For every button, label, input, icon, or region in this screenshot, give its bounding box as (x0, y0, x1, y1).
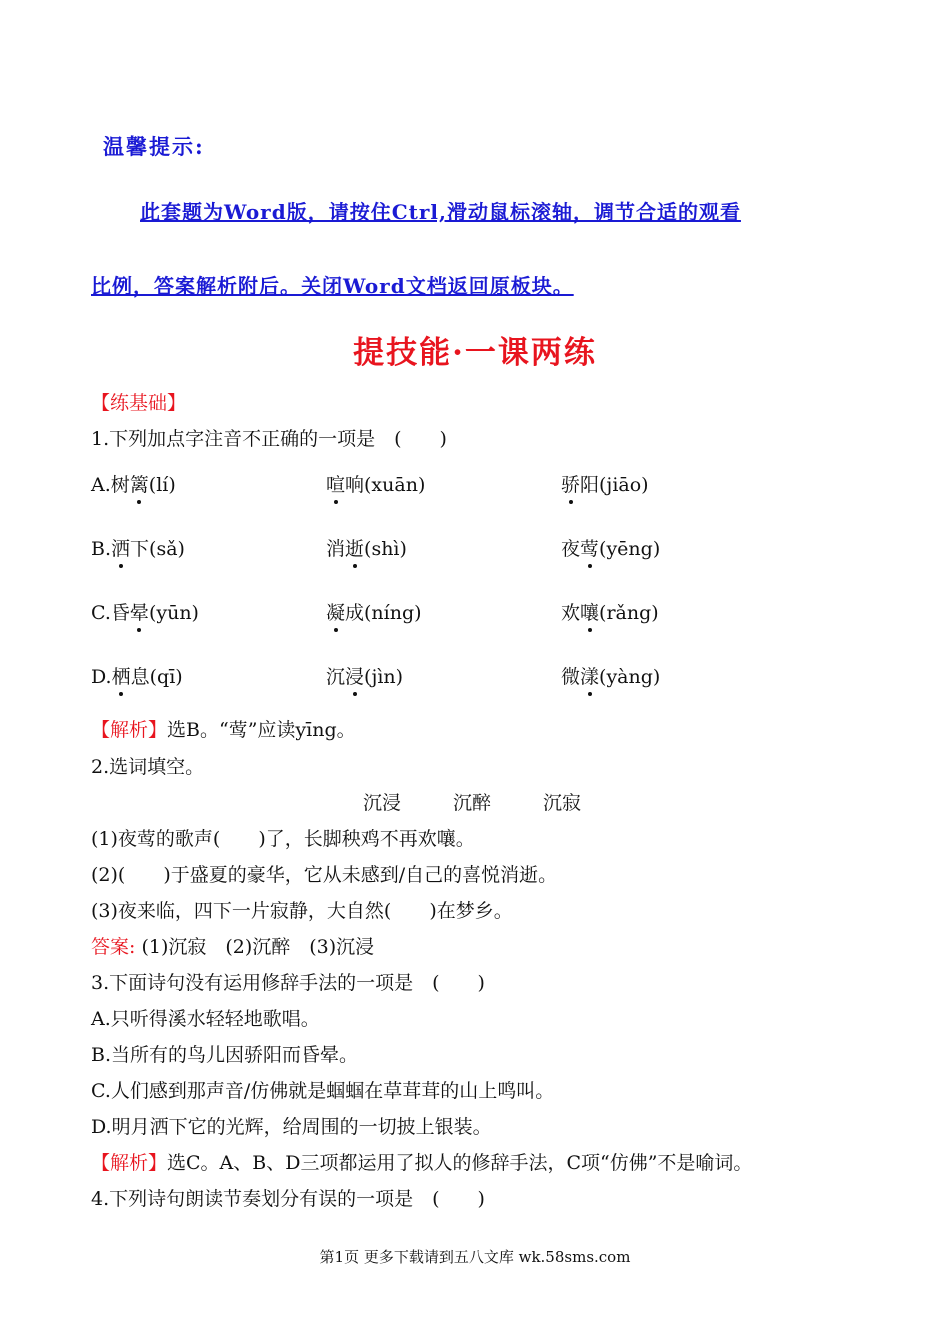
question-2-item-2: (2)( )于盛夏的豪华，它从未感到/自己的喜悦消逝。 (91, 864, 558, 886)
question-1-option-d-3 (561, 662, 660, 689)
question-1-option-c-2 (326, 598, 422, 625)
question-2-item-3: (3)夜来临，四下一片寂静，大自然( )在梦乡。 (91, 900, 513, 922)
question-3-option-c: C.人们感到那声音/仿佛就是蝈蝈在草茸茸的山上鸣叫。 (91, 1080, 555, 1102)
option-text: 消 (326, 538, 346, 560)
question-3-option-a: A.只听得溪水轻轻地歌唱。 (91, 1008, 320, 1030)
option-pinyin: 阳(jiāo) (580, 474, 649, 496)
question-1-option-a-3 (561, 470, 649, 497)
option-pinyin: (jìn) (364, 666, 404, 688)
question-1-option-c-3 (561, 598, 659, 625)
dotted-character: 逝 (345, 534, 364, 561)
answer-text: (1)沉寂 (2)沉醉 (3)沉浸 (135, 936, 375, 958)
question-1-option-a-2 (326, 470, 425, 497)
dotted-character: 喧 (326, 470, 345, 497)
option-text: B. (91, 538, 112, 560)
tip-line-1: 此套题为Word版，请按住Ctrl,滑动鼠标滚轴，调节合适的观看 (140, 200, 741, 224)
option-pinyin: (yēng) (599, 538, 661, 560)
question-1-option-b-1 (91, 534, 185, 561)
option-pinyin: 下(sǎ) (130, 538, 185, 560)
option-text: 夜 (561, 538, 581, 560)
option-pinyin: (yàng) (599, 666, 661, 688)
question-1-option-b-3 (561, 534, 660, 561)
word-bank-1: 沉浸 (363, 792, 402, 814)
option-text: 树 (110, 474, 130, 496)
question-1-option-a-1 (91, 470, 176, 497)
page-title: 提技能·一课两练 (353, 335, 597, 371)
question-1-option-d-2 (326, 662, 403, 689)
question-2-stem: 2.选词填空。 (91, 756, 205, 778)
option-text: 沉 (326, 666, 346, 688)
question-1-stem: 1.下列加点字注音不正确的一项是 ( ) (91, 428, 447, 450)
option-text: A. (91, 474, 111, 496)
dotted-character: 篱 (130, 470, 149, 497)
question-2-item-1: (1)夜莺的歌声( )了，长脚秧鸡不再欢嚷。 (91, 828, 475, 850)
option-pinyin: (rǎng) (599, 602, 659, 624)
option-text: 欢 (561, 602, 581, 624)
word-bank-3: 沉寂 (543, 792, 582, 814)
option-pinyin: 息(qī) (130, 666, 183, 688)
option-text: 微 (561, 666, 581, 688)
option-text: D. (91, 666, 112, 688)
dotted-character: 骄 (561, 470, 580, 497)
option-pinyin: (shì) (364, 538, 407, 560)
dotted-character: 浸 (345, 662, 364, 689)
analysis-text: 选C。A、B、D三项都运用了拟人的修辞手法，C项“仿佛”不是喻词。 (167, 1152, 753, 1174)
word-bank-2: 沉醉 (453, 792, 492, 814)
analysis-label: 【解析】 (91, 719, 168, 741)
dotted-character: 栖 (112, 662, 131, 689)
tip-heading: 温馨提示: (103, 134, 205, 159)
option-pinyin: 成(níng) (345, 602, 422, 624)
dotted-character: 洒 (111, 534, 130, 561)
question-1-option-c-1 (91, 598, 199, 625)
analysis-text: 选B。“莺”应读yīng。 (167, 719, 356, 741)
question-3-analysis (91, 1148, 752, 1175)
option-pinyin: 响(xuān) (345, 474, 426, 496)
dotted-character: 嚷 (580, 598, 599, 625)
answer-label: 答案: (91, 936, 136, 958)
dotted-character: 漾 (580, 662, 599, 689)
tip-line-2: 比例，答案解析附后。关闭Word文档返回原板块。 (91, 274, 574, 298)
question-1-analysis (91, 715, 356, 742)
question-3-option-d: D.明月洒下它的光辉，给周围的一切披上银装。 (91, 1116, 492, 1138)
dotted-character: 凝 (326, 598, 345, 625)
analysis-label: 【解析】 (91, 1152, 168, 1174)
page-footer: 第1页 更多下载请到五八文库 wk.58sms.com (319, 1248, 631, 1266)
question-3-option-b: B.当所有的鸟儿因骄阳而昏晕。 (91, 1044, 359, 1066)
question-1-option-d-1 (91, 662, 183, 689)
option-text: 昏 (110, 602, 130, 624)
section-heading: 【练基础】 (91, 392, 187, 414)
option-pinyin: (lí) (148, 474, 176, 496)
option-pinyin: (yūn) (148, 602, 199, 624)
option-text: C. (91, 602, 111, 624)
dotted-character: 莺 (580, 534, 599, 561)
question-3-stem: 3.下面诗句没有运用修辞手法的一项是 ( ) (91, 972, 485, 994)
question-4-stem: 4.下列诗句朗读节奏划分有误的一项是 ( ) (91, 1188, 485, 1210)
question-2-answer (91, 932, 374, 959)
dotted-character: 晕 (130, 598, 149, 625)
question-1-option-b-2 (326, 534, 407, 561)
